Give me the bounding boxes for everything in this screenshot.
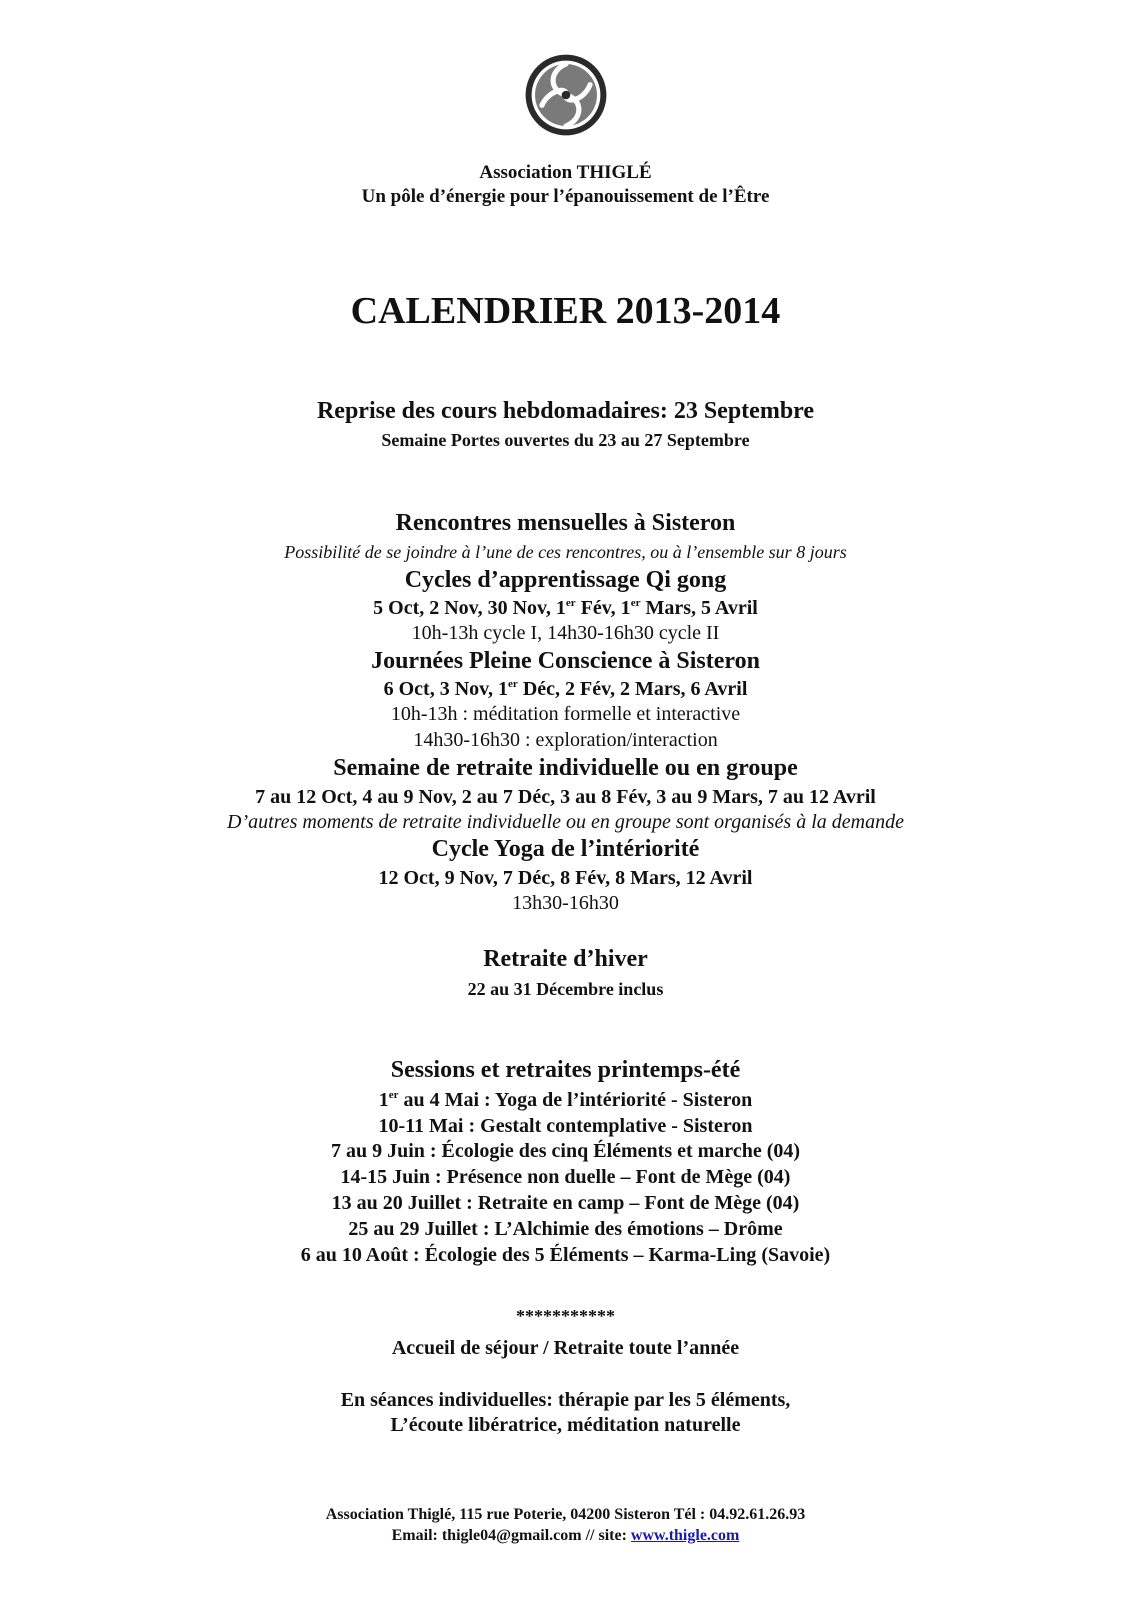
reprise-heading: Reprise des cours hebdomadaires: 23 Septembre: [316, 398, 815, 424]
pleine-conscience-heading: Journées Pleine Conscience à Sisteron: [371, 648, 760, 674]
qigong-heading: Cycles d’apprentissage Qi gong: [404, 567, 727, 593]
accueil-line: Accueil de séjour / Retraite toute l’année: [391, 1337, 740, 1359]
footer-address: Association Thiglé, 115 rue Poterie, 04200 Sisteron Tél : 04.92.61.26.93: [325, 1506, 806, 1523]
association-tagline: Un pôle d’énergie pour l’épanouissement de l’Être: [361, 186, 770, 207]
sessions-item: 10-11 Mai : Gestalt contemplative - Sisteron: [378, 1115, 753, 1137]
sessions-item: 7 au 9 Juin : Écologie des cinq Éléments et marche (04): [330, 1140, 801, 1162]
retraite-hiver-heading: Retraite d’hiver: [483, 946, 648, 972]
pleine-conscience-hours-morning: 10h-13h : méditation formelle et interactive: [390, 703, 741, 725]
footer-contact: [0, 1527, 1131, 1545]
yoga-heading: Cycle Yoga de l’intériorité: [431, 836, 700, 862]
sessions-item: 13 au 20 Juillet : Retraite en camp – Font de Mège (04): [331, 1192, 800, 1214]
sessions-heading: Sessions et retraites printemps-été: [390, 1057, 741, 1083]
separator-stars: ***********: [516, 1306, 615, 1326]
sessions-item: 14-15 Juin : Présence non duelle – Font de Mège (04): [340, 1166, 791, 1188]
page-title: CALENDRIER 2013-2014: [350, 290, 781, 332]
thigle-swirl-logo-icon: [523, 52, 609, 138]
retraite-hiver-dates: 22 au 31 Décembre inclus: [467, 979, 664, 999]
retraite-semaine-heading: Semaine de retraite individuelle ou en groupe: [333, 755, 798, 781]
rencontres-note: Possibilité de se joindre à l’une de ces rencontres, ou à l’ensemble sur 8 jours: [284, 542, 847, 562]
pleine-conscience-dates: 6 Oct, 3 Nov, 1er Déc, 2 Fév, 2 Mars, 6 Avril: [383, 678, 748, 700]
footer-site-link[interactable]: www.thigle.com: [630, 1527, 740, 1544]
sessions-item: 6 au 10 Août : Écologie des 5 Éléments – Karma-Ling (Savoie): [300, 1244, 831, 1266]
yoga-hours: 13h30-16h30: [512, 892, 619, 914]
footer-email: Email: thigle04@gmail.com // site:: [391, 1527, 631, 1544]
qigong-dates: 5 Oct, 2 Nov, 30 Nov, 1er Fév, 1er Mars, 5 Avril: [373, 597, 758, 619]
retraite-semaine-note: D’autres moments de retraite individuelle ou en groupe sont organisés à la demande: [227, 811, 904, 833]
association-name: Association THIGLÉ: [479, 162, 652, 183]
retraite-semaine-dates: 7 au 12 Oct, 4 au 9 Nov, 2 au 7 Déc, 3 au 8 Fév, 3 au 9 Mars, 7 au 12 Avril: [255, 786, 876, 808]
sessions-item: 25 au 29 Juillet : L’Alchimie des émotions – Drôme: [348, 1218, 783, 1240]
qigong-hours: 10h-13h cycle I, 14h30-16h30 cycle II: [411, 622, 720, 644]
pleine-conscience-hours-afternoon: 14h30-16h30 : exploration/interaction: [413, 729, 718, 751]
reprise-subline: Semaine Portes ouvertes du 23 au 27 Septembre: [381, 430, 750, 450]
yoga-dates: 12 Oct, 9 Nov, 7 Déc, 8 Fév, 8 Mars, 12 Avril: [378, 867, 753, 889]
seances-line-2: L’écoute libératrice, méditation naturelle: [390, 1414, 741, 1436]
sessions-item: 1er au 4 Mai : Yoga de l’intériorité - Sisteron: [378, 1089, 753, 1111]
seances-line-1: En séances individuelles: thérapie par les 5 éléments,: [340, 1389, 791, 1411]
rencontres-heading: Rencontres mensuelles à Sisteron: [395, 510, 736, 536]
